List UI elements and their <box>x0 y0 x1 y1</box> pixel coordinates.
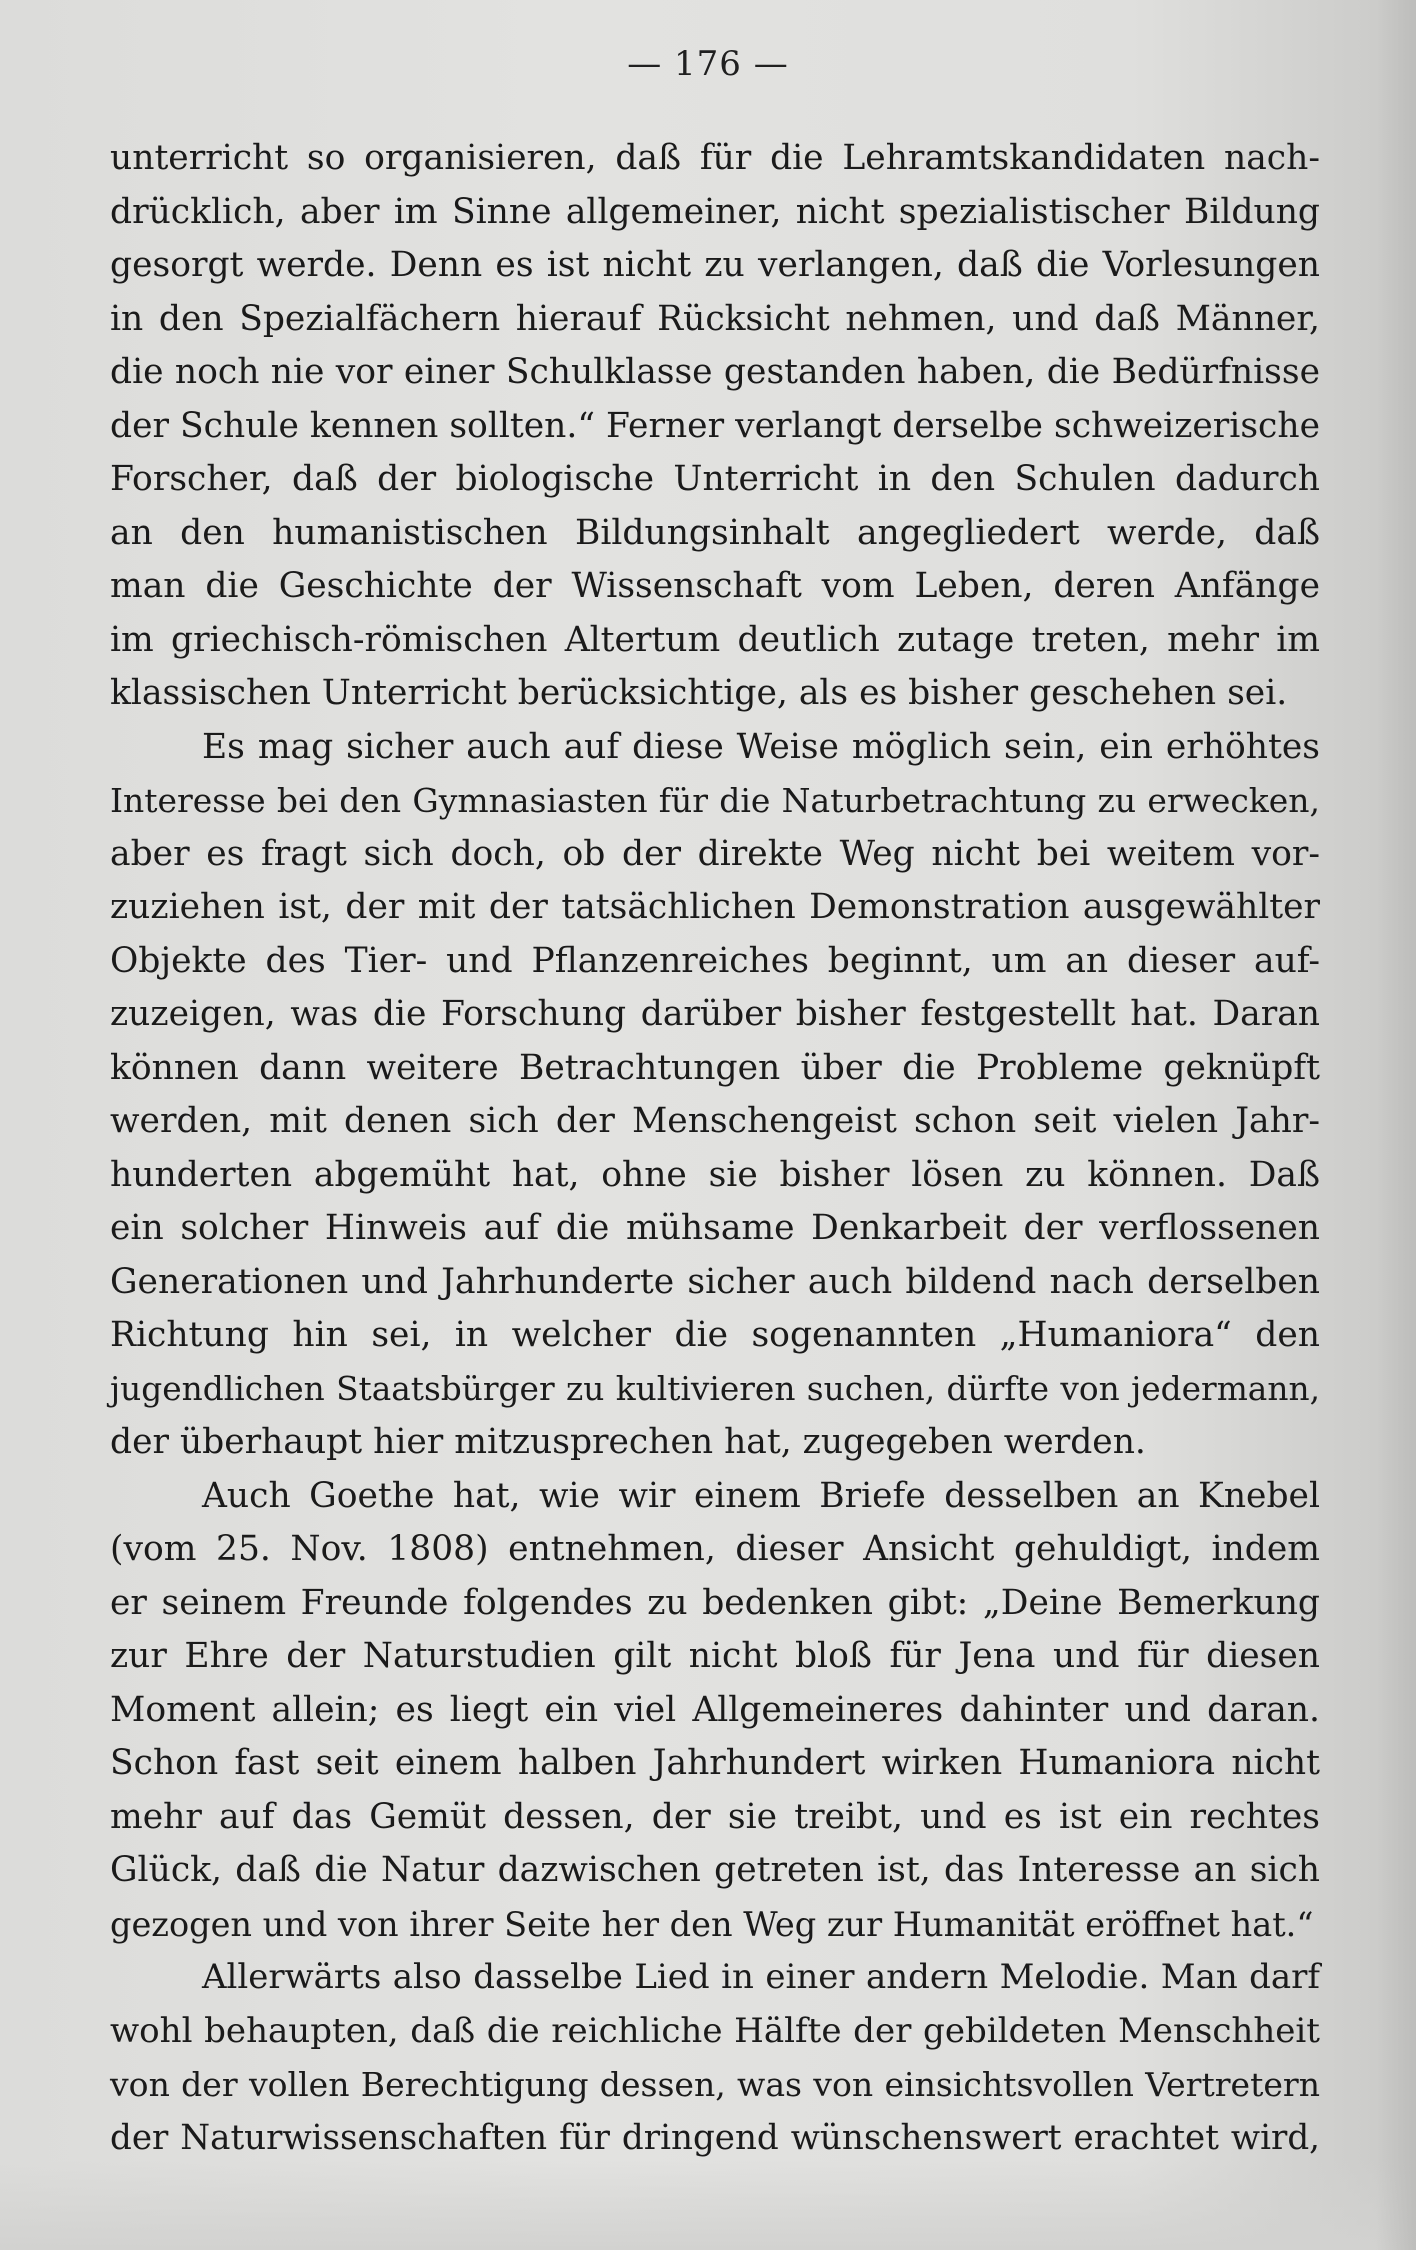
text-line: Forscher, daß der biologische Unterricht in den Schulen dadurch <box>110 459 1320 499</box>
text-line: der Schule kennen sollten.“ Ferner verlangt derselbe schweizerische <box>110 405 1320 446</box>
paragraph-start-line: Auch Goethe hat, wie wir einem Briefe desselben an Knebel <box>202 1475 1320 1516</box>
page-edge-shadow <box>1376 0 1416 2250</box>
text-line: Schon fast seit einem halben Jahrhundert wirken Humaniora nicht <box>110 1743 1320 1783</box>
paragraph-start-line: Es mag sicher auch auf diese Weise möglich sein, ein erhöhtes <box>202 726 1320 767</box>
text-line: aber es fragt sich doch, ob der direkte Weg nicht bei weitem vor- <box>110 833 1320 874</box>
text-line: von der vollen Berechtigung dessen, was von einsichtsvollen Vertretern <box>110 2065 1320 2104</box>
text-line: er seinem Freunde folgendes zu bedenken gibt: „Deine Bemerkung <box>110 1582 1320 1623</box>
text-line: mehr auf das Gemüt dessen, der sie treibt, und es ist ein rechtes <box>110 1796 1320 1837</box>
text-line: im griechisch-römischen Altertum deutlich zutage treten, mehr im <box>110 619 1320 660</box>
text-line: hunderten abgemüht hat, ohne sie bisher lösen zu können. Daß <box>110 1154 1320 1195</box>
text-line: klassischen Unterricht berücksichtige, als es bisher geschehen sei. <box>110 673 1288 713</box>
text-line: Generationen und Jahrhunderte sicher auch bildend nach derselben <box>110 1261 1320 1302</box>
text-line: drücklich, aber im Sinne allgemeiner, nicht spezialistischer Bildung <box>110 191 1320 232</box>
text-line: Interesse bei den Gymnasiasten für die Naturbetrachtung zu erwecken, <box>110 781 1320 820</box>
text-line: man die Geschichte der Wissenschaft vom Leben, deren Anfänge <box>110 566 1320 606</box>
text-line: jugendlichen Staatsbürger zu kultivieren suchen, dürfte von jedermann, <box>110 1369 1320 1408</box>
text-line: unterricht so organisieren, daß für die Lehramtskandidaten nach- <box>110 138 1320 178</box>
text-line: zuziehen ist, der mit der tatsächlichen Demonstration ausgewählter <box>110 887 1320 927</box>
text-line: (vom 25. Nov. 1808) entnehmen, dieser Ansicht gehuldigt, indem <box>110 1529 1320 1569</box>
text-line: werden, mit denen sich der Menschengeist schon seit vielen Jahr- <box>110 1101 1320 1141</box>
text-line: Moment allein; es liegt ein viel Allgemeineres dahinter und daran. <box>110 1689 1320 1730</box>
text-line: der Naturwissenschaften für dringend wünschenswert erachtet wird, <box>110 2117 1320 2158</box>
text-line: in den Spezialfächern hierauf Rücksicht nehmen, und daß Männer, <box>110 298 1320 339</box>
text-line: ein solcher Hinweis auf die mühsame Denkarbeit der verflossenen <box>110 1208 1320 1248</box>
text-line: Richtung hin sei, in welcher die sogenannten „Humaniora“ den <box>110 1315 1320 1355</box>
text-line: der überhaupt hier mitzusprechen hat, zugegeben werden. <box>110 1422 1146 1462</box>
text-line: gezogen und von ihrer Seite her den Weg zur Humanität eröffnet hat.“ <box>110 1904 1314 1944</box>
page-bottom-shadow <box>0 2160 1416 2250</box>
text-line: Objekte des Tier- und Pflanzenreiches beginnt, um an dieser auf- <box>110 940 1320 981</box>
text-line: die noch nie vor einer Schulklasse gestanden haben, die Bedürfnisse <box>110 352 1320 392</box>
body-text <box>110 132 1320 2165</box>
text-line: an den humanistischen Bildungsinhalt angegliedert werde, daß <box>110 512 1320 553</box>
text-line: gesorgt werde. Denn es ist nicht zu verlangen, daß die Vorlesungen <box>110 245 1320 285</box>
text-line: wohl behaupten, daß die reichliche Hälfte der gebildeten Menschheit <box>110 2010 1320 2051</box>
page-number: — 176 — <box>627 44 789 84</box>
paragraph-start-line: Allerwärts also dasselbe Lied in einer andern Melodie. Man darf <box>202 1957 1320 1997</box>
text-line: zur Ehre der Naturstudien gilt nicht bloß für Jena und für diesen <box>110 1636 1320 1676</box>
text-line: zuzeigen, was die Forschung darüber bisher festgestellt hat. Daran <box>110 994 1320 1034</box>
text-line: können dann weitere Betrachtungen über die Probleme geknüpft <box>110 1047 1320 1088</box>
text-line: Glück, daß die Natur dazwischen getreten ist, das Interesse an sich <box>110 1850 1320 1890</box>
